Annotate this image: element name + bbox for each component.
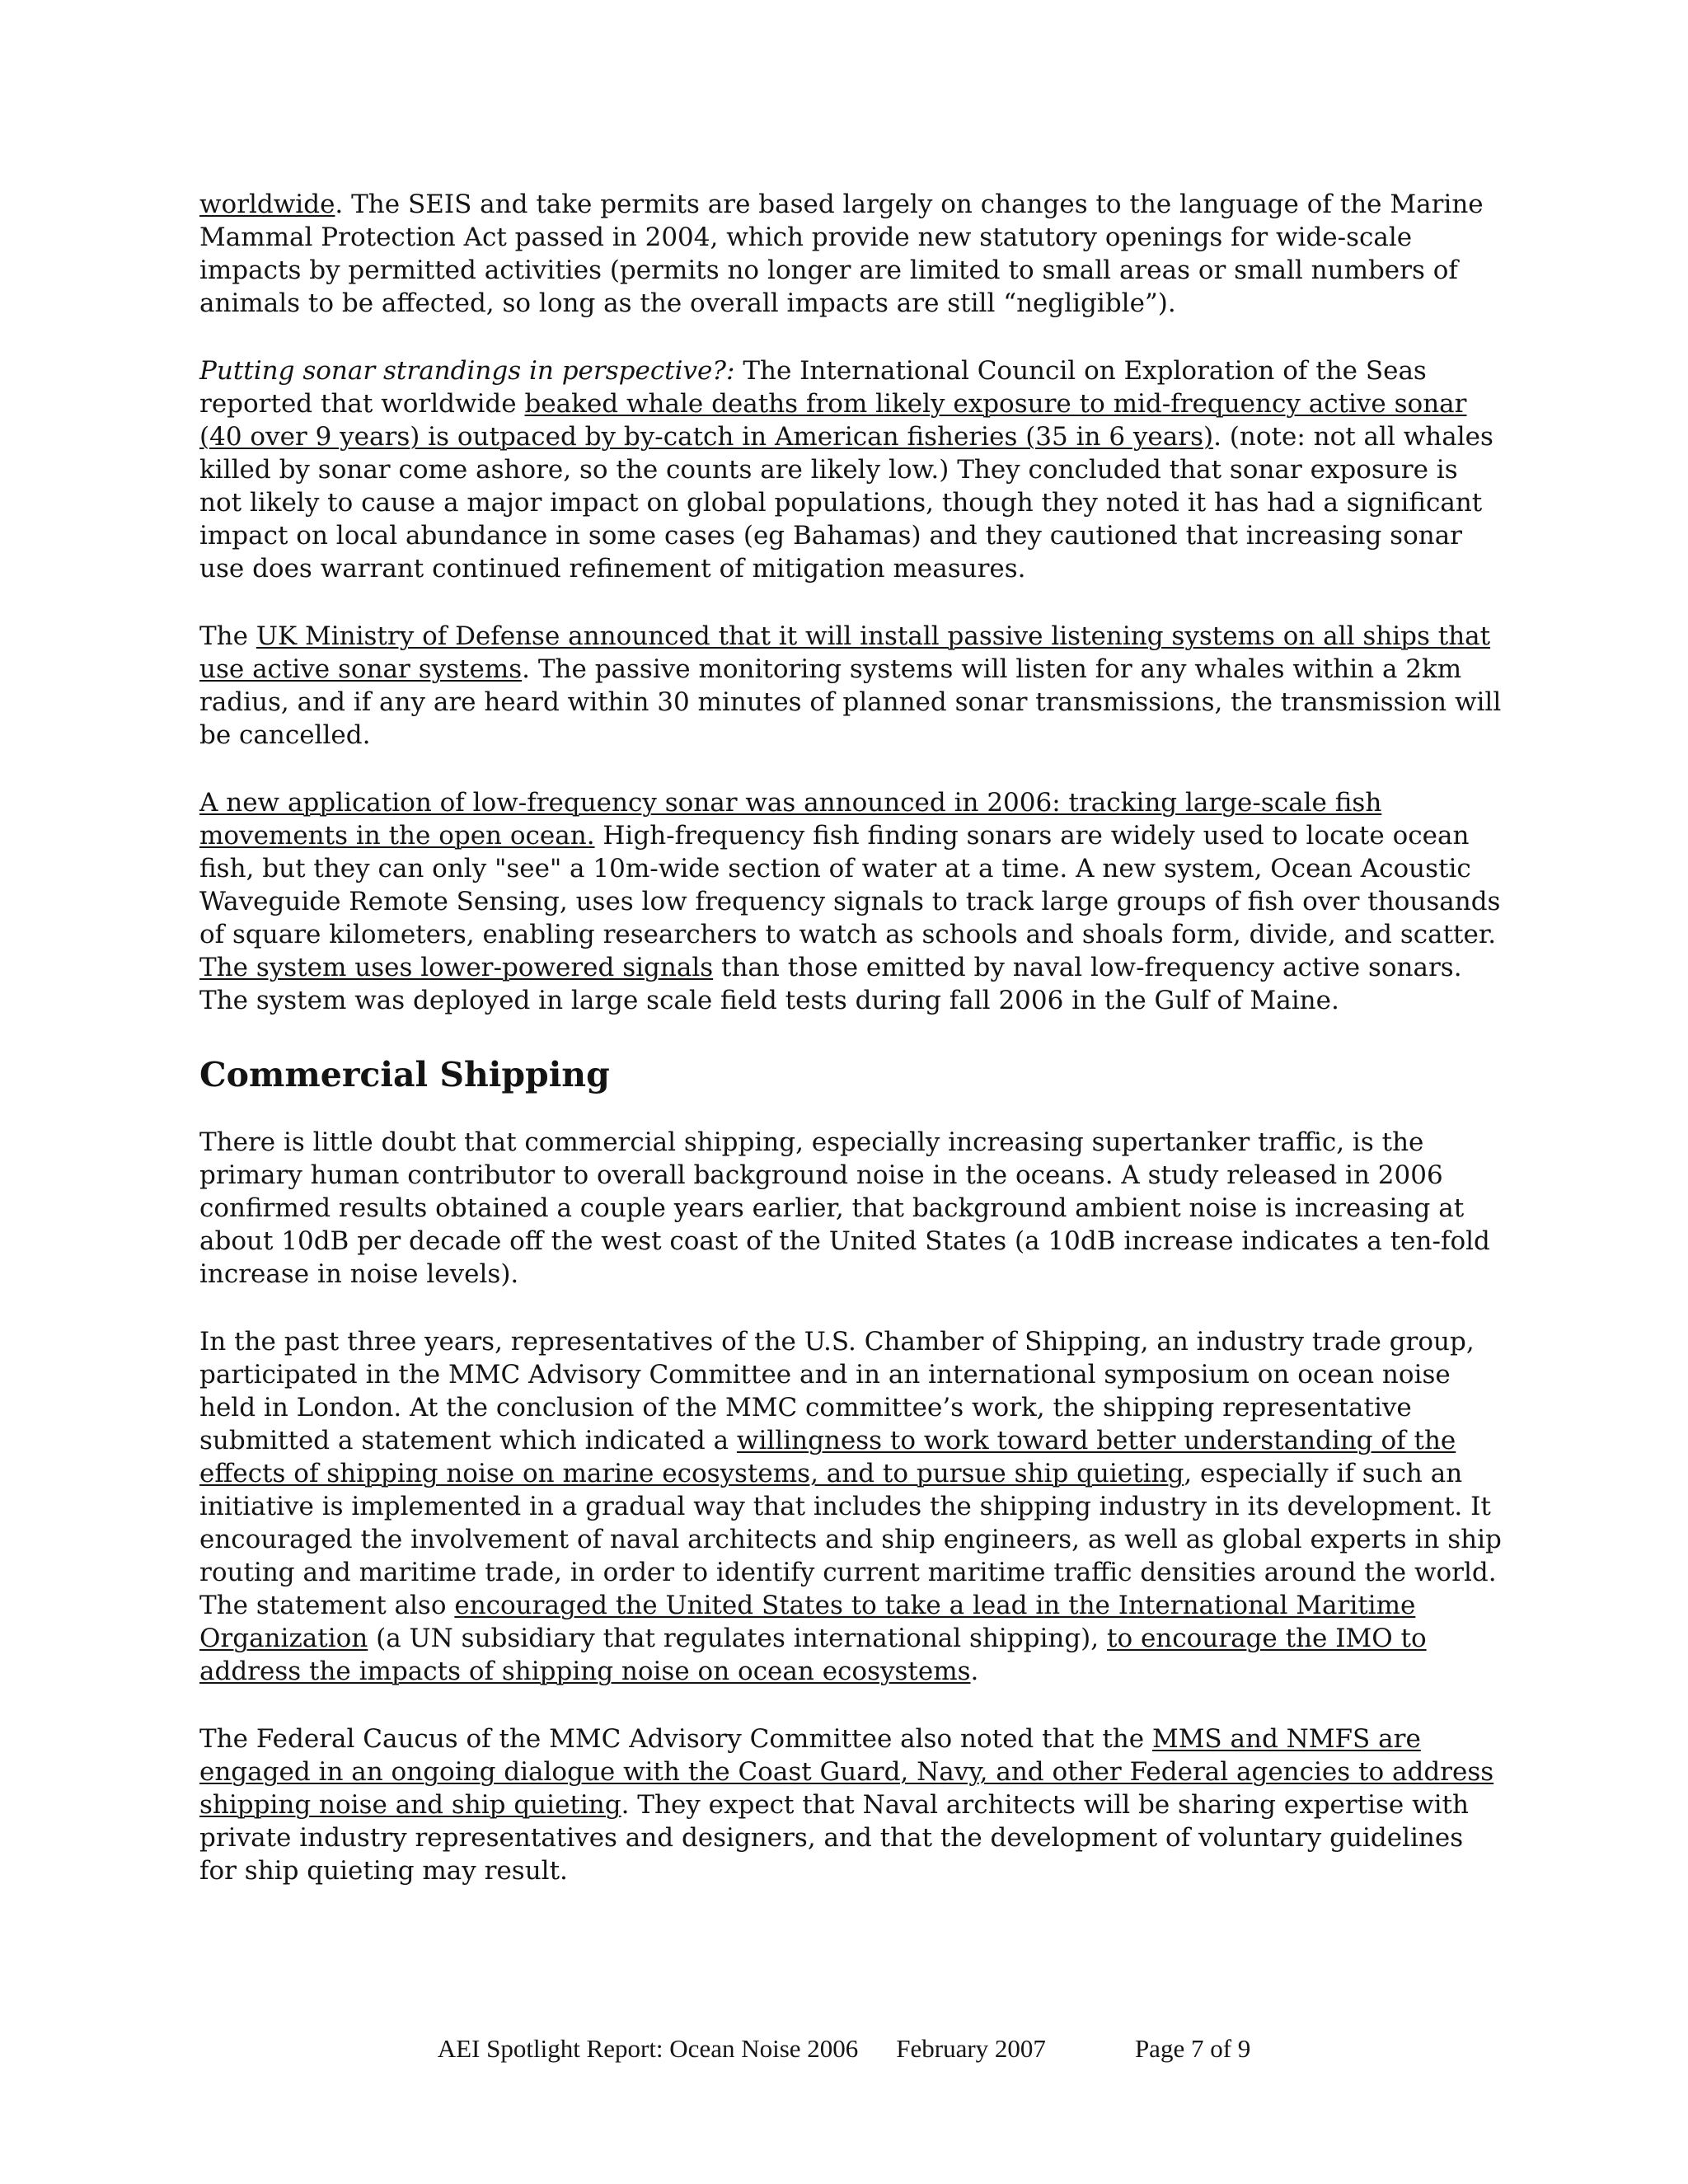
footer-page-number: Page 7 of 9 <box>1134 2034 1251 2063</box>
paragraph-text: . The SEIS and take permits are based largely on changes to the language of the Marine Mammal Protection Act passed in 2004, which provide new statutory openings for wide-scale impacts by permitted activities (permits no longer are limited to small areas or small numbers of animals to be affected, so long as the overall impacts are still “negligible”). <box>199 190 1484 318</box>
paragraph-permits <box>199 188 1502 320</box>
inline-link[interactable]: to encourage the IMO to address the impacts of shipping noise on ocean ecosystems <box>199 1624 1427 1686</box>
paragraph-text: , especially if such an initiative is implemented in a gradual way that includes the shipping industry in its development. It encouraged the involvement of naval architects and ship engineers, as well as global experts in ship routing and maritime trade, in order to identify current maritime traffic densities around the world. The statement also <box>199 1459 1502 1620</box>
paragraph-text: . (note: not all whales killed by sonar come ashore, so the counts are likely low.) They concluded that sonar exposure is not likely to cause a major impact on global populations, though they noted it has had a significant impact on local abundance in some cases (eg Bahamas) and they cautioned that increasing sonar use does warrant continued refinement of mitigation measures. <box>199 422 1493 583</box>
paragraph-text: . <box>970 1657 979 1686</box>
paragraph-text: . They expect that Naval architects will be sharing expertise with private industry representatives and designers, and that the development of voluntary guidelines for ship quieting may result. <box>199 1790 1469 1886</box>
paragraph-text: than those emitted by naval low-frequency active sonars. The system was deployed in large scale field tests during fall 2006 in the Gulf of Maine. <box>199 953 1462 1015</box>
paragraph-shipping-noise <box>199 1126 1502 1291</box>
paragraph-text: The <box>199 621 256 651</box>
paragraph-lead-in: Putting sonar strandings in perspective?: <box>199 356 735 386</box>
inline-link[interactable]: UK Ministry of Defense announced that it will install passive listening systems on all ships that use active sonar systems <box>199 621 1491 684</box>
inline-link[interactable]: beaked whale deaths from likely exposure to mid-frequency active sonar (40 over 9 years) is outpaced by by-catch in American fisheries (35 in 6 years) <box>199 389 1467 452</box>
page-footer <box>0 2032 1688 2065</box>
document-body <box>199 188 1502 1887</box>
paragraph-text: The Federal Caucus of the MMC Advisory Committee also noted that the <box>199 1724 1152 1754</box>
inline-link[interactable]: The system uses lower-powered signals <box>199 953 714 982</box>
paragraph-text: (a UN subsidiary that regulates international shipping), <box>368 1624 1107 1653</box>
footer-report-title: AEI Spotlight Report: Ocean Noise 2006 <box>437 2034 859 2063</box>
paragraph-chamber-of-shipping <box>199 1325 1502 1688</box>
paragraph-uk-mod <box>199 620 1502 752</box>
inline-link[interactable]: worldwide <box>199 190 335 219</box>
paragraph-text: High-frequency fish finding sonars are widely used to locate ocean fish, but they can only "see" a 10m-wide section of water at a time. A new system, Ocean Acoustic Waveguide Remote Sensing, uses low frequency signals to track large groups of fish over thousands of square kilometers, enabling researchers to watch as schools and shoals form, divide, and scatter. <box>199 821 1501 949</box>
inline-link[interactable]: willingness to work toward better understanding of the effects of shipping noise on marine ecosystems, and to pursue ship quieting <box>199 1426 1456 1488</box>
paragraph-sonar-strandings <box>199 354 1502 585</box>
inline-link[interactable]: MMS and NMFS are engaged in an ongoing dialogue with the Coast Guard, Navy, and other Federal agencies to address shipping noise and ship quieting <box>199 1724 1494 1820</box>
inline-link[interactable]: A new application of low-frequency sonar was announced in 2006: tracking large-scale fish movements in the open ocean. <box>199 788 1382 851</box>
footer-date: February 2007 <box>896 2034 1046 2063</box>
paragraph-federal-caucus <box>199 1722 1502 1887</box>
paragraph-text: . The passive monitoring systems will listen for any whales within a 2km radius, and if any are heard within 30 minutes of planned sonar transmissions, the transmission will be cancelled. <box>199 654 1502 750</box>
paragraph-low-frequency-sonar <box>199 786 1502 1017</box>
paragraph-sonar-strandings-text <box>199 356 1493 583</box>
paragraph-text: In the past three years, representatives of the U.S. Chamber of Shipping, an industry trade group, participated in the MMC Advisory Committee and in an international symposium on ocean noise held in London. At the conclusion of the MMC committee’s work, the shipping representative submitted a statement which indicated a <box>199 1327 1475 1455</box>
section-heading: Commercial Shipping <box>199 1055 610 1094</box>
paragraph-text: There is little doubt that commercial shipping, especially increasing supertanker traffic, is the primary human contributor to overall background noise in the oceans. A study released in 2006 confirmed results obtained a couple years earlier, that background ambient noise is increasing at about 10dB per decade off the west coast of the United States (a 10dB increase indicates a ten-fold increase in noise levels). <box>199 1127 1490 1289</box>
inline-link[interactable]: encouraged the United States to take a lead in the International Maritime Organization <box>199 1591 1416 1653</box>
paragraph-text: The International Council on Exploration of the Seas reported that worldwide <box>199 356 1427 419</box>
